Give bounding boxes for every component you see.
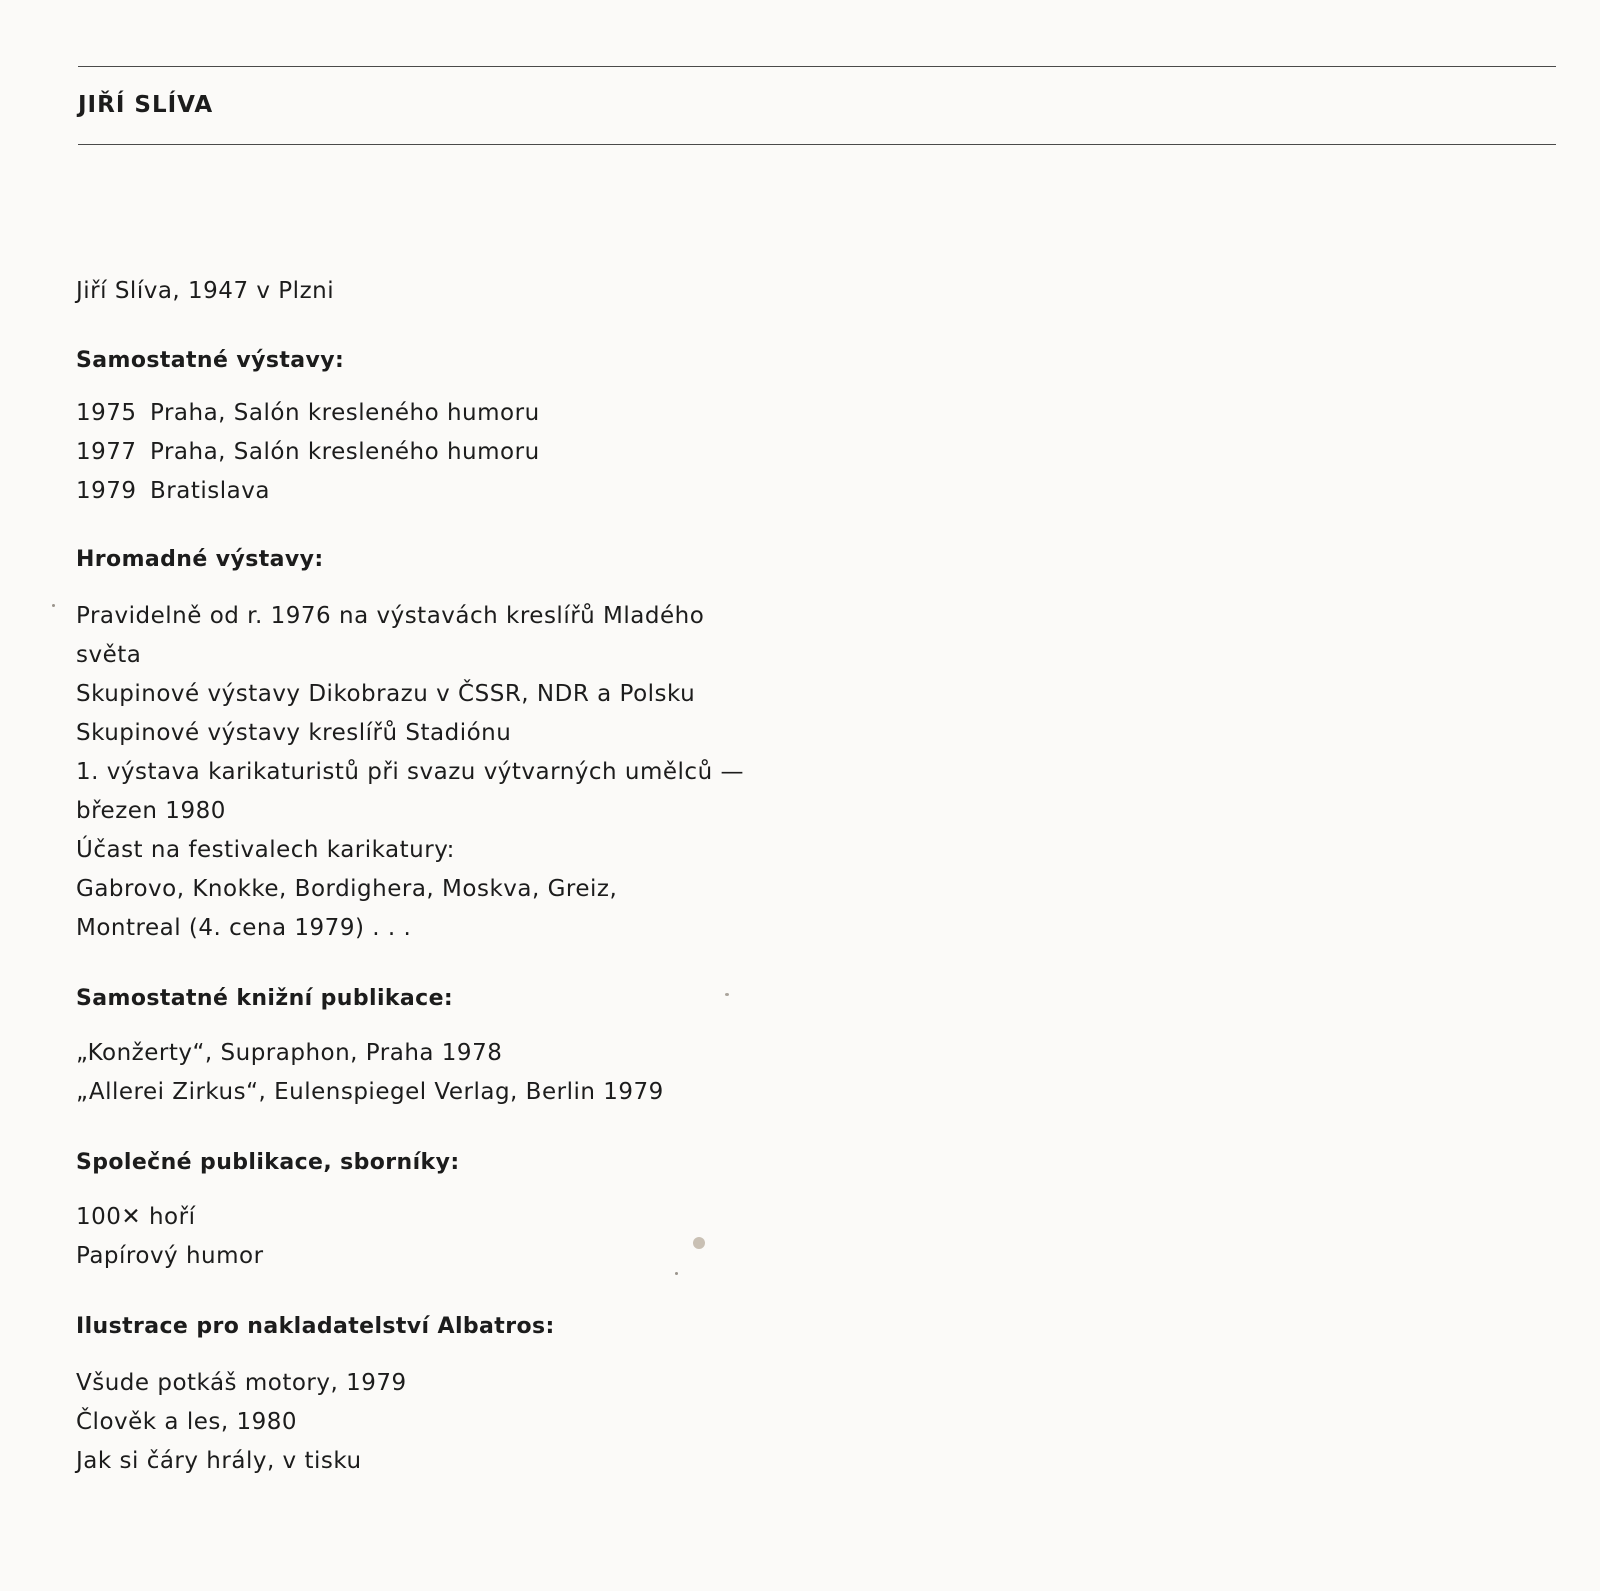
section-title: Společné publikace, sborníky: bbox=[76, 1150, 460, 1175]
list-item bbox=[76, 433, 836, 472]
list-item: „Konžerty“, Supraphon, Praha 1978 bbox=[76, 1040, 503, 1066]
list-item bbox=[76, 472, 836, 511]
solo-exhibitions-section bbox=[76, 346, 836, 511]
item-text: Praha, Salón kresleného humoru bbox=[150, 400, 540, 426]
item-text: Bratislava bbox=[150, 478, 270, 504]
section-title: Ilustrace pro nakladatelství Albatros: bbox=[76, 1314, 555, 1339]
solo-books-section bbox=[76, 984, 836, 1112]
list-item: Účast na festivalech karikatury: bbox=[76, 837, 455, 863]
list-item: březen 1980 bbox=[76, 798, 226, 824]
list-item: 1. výstava karikaturistů při svazu výtvarných umělců — bbox=[76, 759, 744, 785]
list-item: „Allerei Zirkus“, Eulenspiegel Verlag, Berlin 1979 bbox=[76, 1079, 664, 1105]
bio-line: Jiří Slíva, 1947 v Plzni bbox=[76, 278, 335, 304]
list-item: světa bbox=[76, 642, 142, 668]
solo-exhibitions-list bbox=[76, 394, 836, 511]
illustrations-section bbox=[76, 1312, 836, 1481]
group-exhibitions-section bbox=[76, 545, 836, 948]
paper-speck bbox=[725, 993, 729, 996]
paper-speck bbox=[693, 1237, 705, 1249]
list-item bbox=[76, 394, 836, 433]
paper-speck bbox=[52, 604, 55, 607]
top-rule bbox=[78, 66, 1556, 67]
item-year: 1979 bbox=[76, 478, 137, 504]
list-item: Člověk a les, 1980 bbox=[76, 1409, 297, 1435]
item-year: 1975 bbox=[76, 400, 137, 426]
list-item: Pravidelně od r. 1976 na výstavách kreslířů Mladého bbox=[76, 603, 705, 629]
section-title: Hromadné výstavy: bbox=[76, 547, 324, 572]
item-text: Praha, Salón kresleného humoru bbox=[150, 439, 540, 465]
section-title: Samostatné výstavy: bbox=[76, 348, 345, 373]
joint-publications-list bbox=[76, 1198, 836, 1276]
section-title: Samostatné knižní publikace: bbox=[76, 986, 454, 1011]
bottom-rule bbox=[78, 144, 1556, 145]
illustrations-list bbox=[76, 1364, 836, 1481]
list-item: Gabrovo, Knokke, Bordighera, Moskva, Greiz, bbox=[76, 876, 618, 902]
list-item: 100✕ hoří bbox=[76, 1204, 196, 1230]
list-item: Všude potkáš motory, 1979 bbox=[76, 1370, 407, 1396]
paper-speck bbox=[675, 1272, 678, 1275]
list-item: Skupinové výstavy kreslířů Stadiónu bbox=[76, 720, 512, 746]
biography-content bbox=[76, 276, 836, 1481]
item-year: 1977 bbox=[76, 439, 137, 465]
solo-books-list bbox=[76, 1034, 836, 1112]
list-item: Skupinové výstavy Dikobrazu v ČSSR, NDR a Polsku bbox=[76, 681, 696, 707]
joint-publications-section bbox=[76, 1148, 836, 1276]
list-item: Montreal (4. cena 1979) . . . bbox=[76, 915, 412, 941]
group-exhibitions-list bbox=[76, 597, 836, 948]
list-item: Jak si čáry hrály, v tisku bbox=[76, 1448, 362, 1474]
page-title: JIŘÍ SLÍVA bbox=[78, 92, 214, 118]
list-item: Papírový humor bbox=[76, 1243, 264, 1269]
